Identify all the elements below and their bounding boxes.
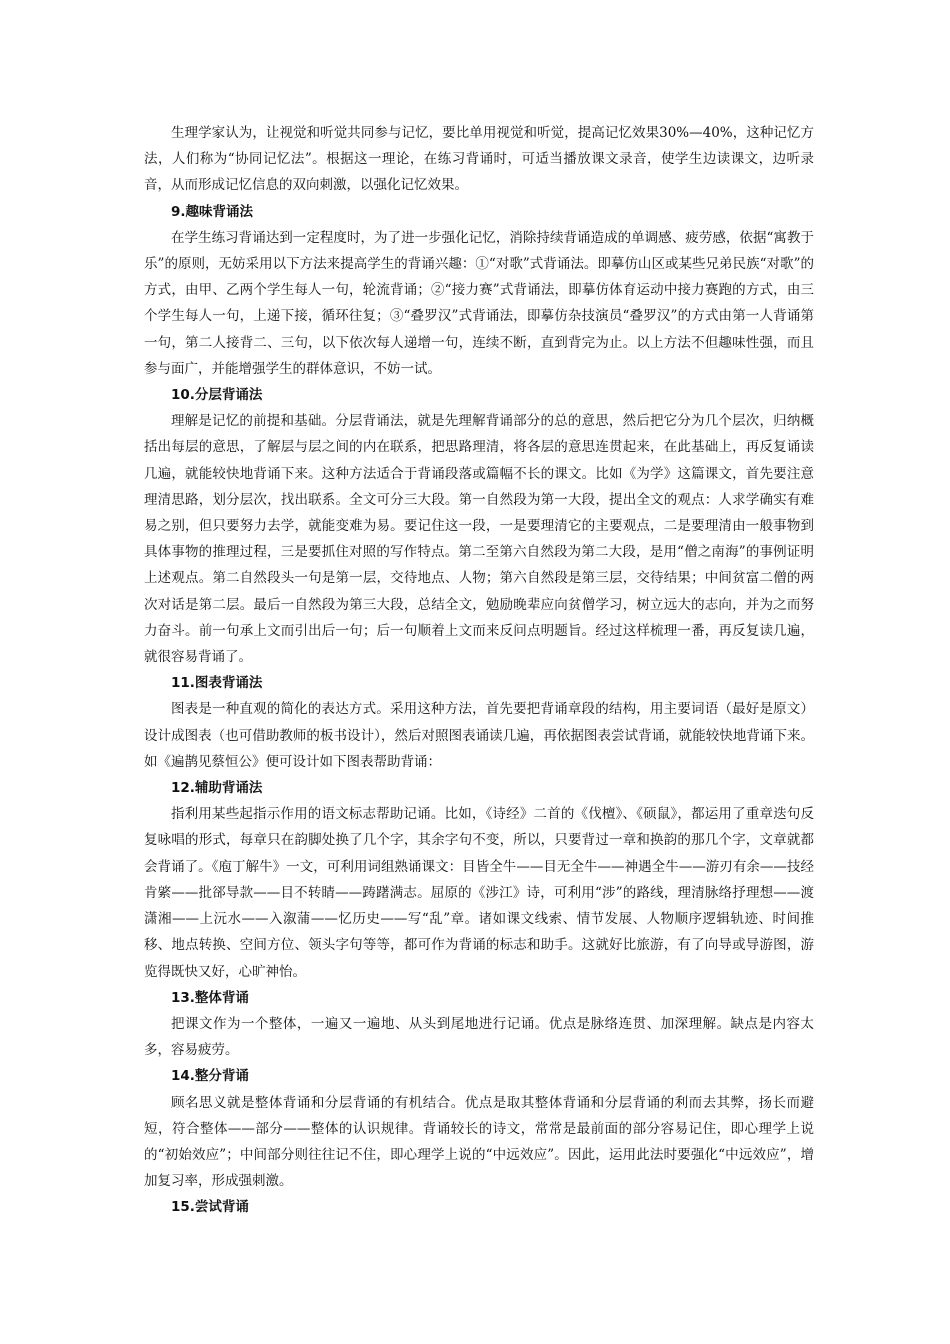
section-heading-10: 10.分层背诵法	[171, 387, 263, 404]
section-heading-11: 11.图表背诵法	[171, 675, 263, 692]
section-paragraph-11: 图表是一种直观的简化的表达方式。采用这种方法，首先要把背诵章段的结构，用主要词语（最好是原文）设计成图表（也可借助教师的板书设计），然后对照图表诵读几遍，再依据图表尝试背诵，就能较快地背诵下来。如《遍鹊见蔡恒公》便可设计如下图表帮助背诵：	[144, 701, 814, 770]
document-page	[144, 120, 814, 1221]
section-paragraph-13: 把课文作为一个整体，一遍又一遍地、从头到尾地进行记诵。优点是脉络连贯、加深理解。缺点是内容太多，容易疲劳。	[144, 1015, 814, 1059]
section-heading-15: 15.尝试背诵	[171, 1199, 249, 1216]
intro-paragraph: 生理学家认为，让视觉和听觉共同参与记忆，要比单用视觉和听觉，提高记忆效果30%—40%，这种记忆方法，人们称为“协同记忆法”。根据这一理论，在练习背诵时，可适当播放课文录音，使学生边读课文，边听录音，从而形成记忆信息的双向刺激，以强化记忆效果。	[144, 125, 814, 194]
section-heading-13: 13.整体背诵	[171, 989, 249, 1006]
section-heading-9: 9.趣味背诵法	[171, 203, 254, 220]
section-heading-14: 14.整分背诵	[171, 1068, 249, 1085]
section-heading-12: 12.辅助背诵法	[171, 780, 263, 797]
section-paragraph-14: 顾名思义就是整体背诵和分层背诵的有机结合。优点是取其整体背诵和分层背诵的利而去其弊，扬长而避短，符合整体——部分——整体的认识规律。背诵较长的诗文，常常是最前面的部分容易记住，即心理学上说的“初始效应”；中间部分则往往记不住，即心理学上说的“中远效应”。因此，运用此法时要强化“中远效应”，增加复习率，形成强刺激。	[144, 1094, 814, 1190]
section-paragraph-9: 在学生练习背诵达到一定程度时，为了进一步强化记忆，消除持续背诵造成的单调感、疲劳感，依据“寓教于乐”的原则，无妨采用以下方法来提高学生的背诵兴趣：①“对歌”式背诵法。即摹仿山区或某些兄弟民族“对歌”的方式，由甲、乙两个学生每人一句，轮流背诵；②“接力赛”式背诵法，即摹仿体育运动中接力赛跑的方式，由三个学生每人一句，上递下接，循环往复；③“叠罗汉”式背诵法，即摹仿杂技演员“叠罗汉”的方式由第一人背诵第一句，第二人接背二、三句，以下依次每人递增一句，连续不断，直到背完为止。以上方法不但趣味性强，而且参与面广，并能增强学生的群体意识，不妨一试。	[144, 229, 814, 377]
section-paragraph-12: 指利用某些起指示作用的语文标志帮助记诵。比如，《诗经》二首的《伐檀》、《硕鼠》，都运用了重章迭句反复咏唱的形式，每章只在韵脚处换了几个字，其余字句不变，所以，只要背过一章和换韵的那几个字，文章就都会背诵了。《庖丁解牛》一文，可利用词组熟诵课文：目皆全牛——目无全牛——神遇全牛——游刃有余——技经肯綮——批郤导款——目不转睛——踌躇满志。屈原的《涉江》诗，可利用“涉”的路线，理清脉络抒理想——渡潇湘——上沅水——入溆蒲——忆历史——写“乱”章。诸如课文线索、情节发展、人物顺序逻辑轨迹、时间推移、地点转换、空间方位、领头字句等等，都可作为背诵的标志和助手。这就好比旅游，有了向导或导游图，游览得既快又好，心旷神怡。	[144, 806, 814, 980]
section-paragraph-10: 理解是记忆的前提和基础。分层背诵法，就是先理解背诵部分的总的意思，然后把它分为几个层次，归纳概括出每层的意思，了解层与层之间的内在联系，把思路理清，将各层的意思连贯起来，在此基础上，再反复诵读几遍，就能较快地背诵下来。这种方法适合于背诵段落或篇幅不长的课文。比如《为学》这篇课文，首先要注意理清思路，划分层次，找出联系。全文可分三大段。第一自然段为第一大段，提出全文的观点：人求学确实有难易之别，但只要努力去学，就能变难为易。要记住这一段，一是要理清它的主要观点，二是要理清由一般事物到具体事物的推理过程，三是要抓住对照的写作特点。第二至第六自然段为第二大段，是用“僧之南海”的事例证明上述观点。第二自然段头一句是第一层，交待地点、人物；第六自然段是第三层，交待结果；中间贫富二僧的两次对话是第二层。最后一自然段为第三大段，总结全文，勉励晚辈应向贫僧学习，树立远大的志向，并为之而努力奋斗。前一句承上文而引出后一句；后一句顺着上文而来反问点明题旨。经过这样梳理一番，再反复读几遍，就很容易背诵了。	[144, 413, 814, 666]
